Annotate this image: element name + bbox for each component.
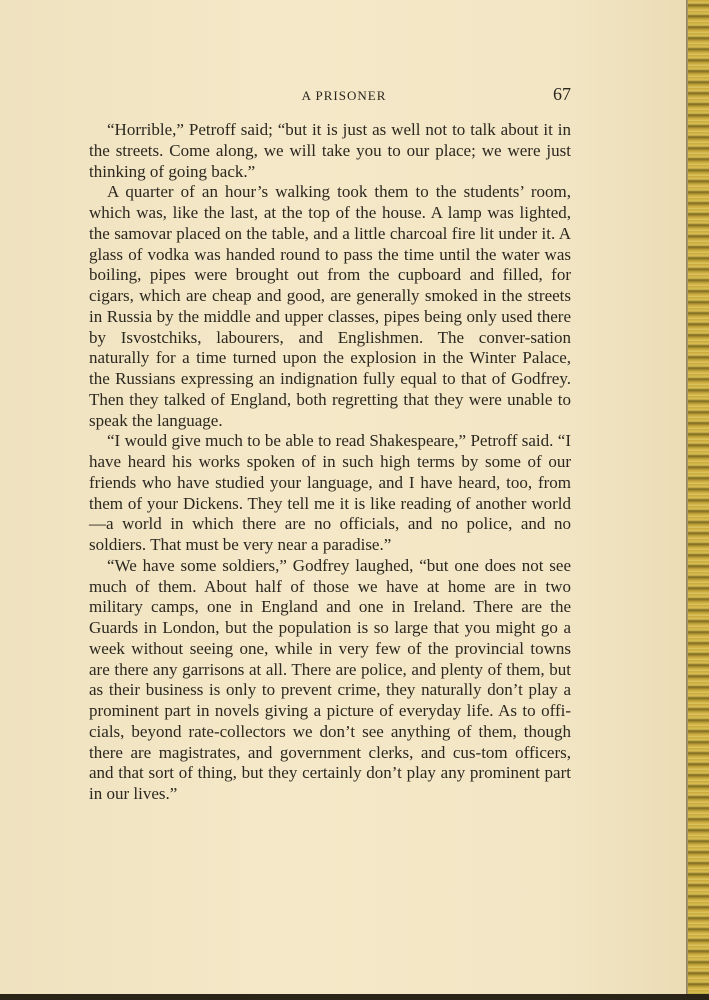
bottom-edge	[0, 994, 709, 1000]
paragraph: “We have some soldiers,” Godfrey laughed, “but one does not see much of them. About half of those we have at home are in two military camps, one in England and one in Ireland. There are the Guards in London, but the population is so large that you might go a week without seeing one, while in very few of the provincial towns are there any garrisons at all. There are police, and plenty of them, but as their business is only to prevent crime, they naturally don’t play a prominent part in novels giving a picture of everyday life. As to offi-cials, beyond rate-collectors we don’t see anything of them, though there are magistrates, and government clerks, and cus-tom officers, and that sort of thing, but they certainly don’t play any prominent part in our lives.”	[89, 555, 571, 803]
running-title: A PRISONER	[301, 88, 387, 103]
body-text	[89, 120, 571, 805]
page-number: 67	[553, 84, 571, 104]
gilt-fore-edge	[688, 0, 709, 1000]
paragraph: “Horrible,” Petroff said; “but it is just as well not to talk about it in the streets. Come along, we will take you to our place; we were just thinking of going back.”	[89, 120, 571, 181]
running-head	[0, 84, 688, 110]
paragraph: A quarter of an hour’s walking took them to the students’ room, which was, like the last, at the top of the house. A lamp was lighted, the samovar placed on the table, and a little charcoal fire lit under it. A glass of vodka was handed round to pass the time until the water was boiling, pipes were brought out from the cupboard and filled, for cigars, which are cheap and good, are generally smoked in the streets in Russia by the middle and upper classes, pipes being only used there by Isvostchiks, labourers, and Englishmen. The conver-sation naturally for a time turned upon the explosion in the Winter Palace, the Russians expressing an indignation fully equal to that of Godfrey. Then they talked of England, both regretting that they were unable to speak the language.	[89, 182, 571, 430]
paragraph: “I would give much to be able to read Shakespeare,” Petroff said. “I have heard his works spoken of in such high terms by some of our friends who have studied your language, and I have heard, too, from them of your Dickens. They tell me it is like reading of another world—a world in which there are no officials, and no police, and no soldiers. That must be very near a paradise.”	[89, 431, 571, 554]
